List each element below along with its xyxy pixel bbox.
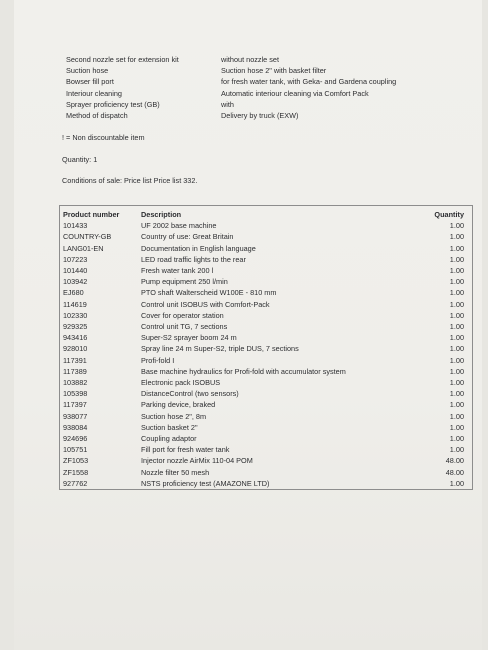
quantity-cell: 1.00 — [449, 288, 464, 298]
table-row — [60, 433, 472, 444]
configuration-list — [66, 54, 426, 121]
product-number-cell: ZF1558 — [63, 467, 89, 477]
config-value: for fresh water tank, with Geka- and Gardena coupling — [221, 77, 397, 87]
quantity-cell: 1.00 — [449, 422, 464, 432]
config-value: without nozzle set — [221, 55, 280, 64]
quantity-cell: 1.00 — [449, 478, 464, 488]
table-row — [60, 287, 472, 298]
table-row — [60, 399, 472, 410]
table-body — [60, 220, 472, 489]
table-row — [60, 220, 472, 231]
table-row — [60, 332, 472, 343]
quantity-cell: 1.00 — [449, 355, 464, 365]
table-row — [60, 388, 472, 399]
description-cell: UF 2002 base machine — [141, 221, 217, 231]
product-number-cell: 117389 — [63, 366, 87, 376]
conditions-of-sale: Conditions of sale: Price list Price list 332. — [62, 176, 198, 185]
table-row — [60, 299, 472, 310]
product-number-cell: 102330 — [63, 310, 88, 320]
description-cell: Coupling adaptor — [141, 434, 197, 444]
config-key: Second nozzle set for extension kit — [66, 55, 179, 64]
config-row — [66, 65, 426, 76]
config-value: Delivery by truck (EXW) — [221, 111, 299, 121]
table-row — [60, 321, 472, 332]
description-cell: Electronic pack ISOBUS — [141, 378, 221, 388]
product-number-cell: COUNTRY-GB — [63, 232, 112, 242]
product-number-cell: 924696 — [63, 434, 88, 444]
table-row — [60, 310, 472, 321]
product-number-cell: 938084 — [63, 422, 88, 432]
quantity-cell: 1.00 — [449, 434, 464, 444]
description-cell: Suction basket 2" — [141, 422, 198, 432]
header-product-number: Product number — [63, 210, 120, 219]
description-cell: Nozzle filter 50 mesh — [141, 467, 210, 477]
table-row — [60, 377, 472, 388]
description-cell: PTO shaft Walterscheid W100E - 810 mm — [141, 288, 277, 298]
description-cell: Fill port for fresh water tank — [141, 445, 230, 455]
quantity-note: Quantity: 1 — [62, 155, 98, 164]
table-row — [60, 231, 472, 242]
description-cell: Suction hose 2", 8m — [141, 411, 207, 421]
items-table — [60, 209, 472, 489]
table-row — [60, 254, 472, 265]
table-row — [60, 455, 472, 466]
table-row — [60, 411, 472, 422]
quantity-cell: 48.00 — [445, 467, 464, 477]
product-number-cell: 107223 — [63, 254, 88, 264]
header-quantity: Quantity — [434, 210, 464, 219]
table-row — [60, 265, 472, 276]
description-cell: Control unit ISOBUS with Comfort-Pack — [141, 299, 270, 309]
config-value: Suction hose 2" with basket filter — [221, 66, 327, 76]
quantity-cell: 1.00 — [449, 310, 464, 320]
table-row — [60, 444, 472, 455]
description-cell: Control unit TG, 7 sections — [141, 322, 228, 332]
config-key: Interiour cleaning — [66, 88, 122, 98]
product-number-cell: 114619 — [63, 299, 87, 309]
quantity-cell: 1.00 — [449, 344, 464, 354]
table-row — [60, 467, 472, 478]
quantity-cell: 1.00 — [449, 266, 464, 276]
product-number-cell: 105751 — [63, 445, 88, 455]
quantity-cell: 1.00 — [449, 254, 464, 264]
product-number-cell: 101433 — [63, 221, 88, 231]
table-row — [60, 366, 472, 377]
header-description: Description — [141, 210, 182, 219]
quantity-cell: 1.00 — [449, 221, 464, 231]
quantity-cell: 1.00 — [449, 232, 464, 242]
config-key: Bowser fill port — [66, 77, 114, 87]
config-row — [66, 76, 426, 87]
config-row — [66, 99, 426, 110]
product-number-cell: 103882 — [63, 378, 88, 388]
table-row — [60, 478, 472, 489]
description-cell: Country of use: Great Britain — [141, 232, 234, 242]
quantity-cell: 1.00 — [449, 445, 464, 455]
description-cell: LED road traffic lights to the rear — [141, 254, 246, 264]
product-number-cell: 117397 — [63, 400, 87, 410]
product-number-cell: EJ680 — [63, 288, 84, 298]
product-number-cell: ZF1053 — [63, 456, 89, 466]
description-cell: Profi-fold I — [141, 355, 175, 365]
description-cell: Super-S2 sprayer boom 24 m — [141, 333, 237, 343]
table-row — [60, 355, 472, 366]
quantity-cell: 1.00 — [449, 322, 464, 332]
config-row — [66, 88, 426, 99]
quantity-cell: 1.00 — [449, 378, 464, 388]
table-row — [60, 343, 472, 354]
quantity-cell: 1.00 — [449, 411, 464, 421]
description-cell: Documentation in English language — [141, 243, 256, 253]
quantity-cell: 1.00 — [449, 243, 464, 253]
product-number-cell: 105398 — [63, 389, 88, 399]
product-number-cell: 103942 — [63, 277, 88, 287]
quantity-cell: 1.00 — [449, 299, 464, 309]
product-number-cell: LANG01-EN — [63, 243, 104, 253]
config-key: Sprayer proficiency test (GB) — [66, 99, 160, 109]
table-row — [60, 422, 472, 433]
non-discountable-note: ! = Non discountable item — [62, 133, 145, 142]
config-row — [66, 54, 426, 65]
description-cell: Parking device, braked — [141, 400, 216, 410]
quantity-cell: 48.00 — [445, 456, 464, 466]
quantity-cell: 1.00 — [449, 389, 464, 399]
description-cell: Base machine hydraulics for Profi-fold with accumulator system — [141, 366, 346, 376]
description-cell: DistanceControl (two sensors) — [141, 389, 239, 399]
product-number-cell: 929325 — [63, 322, 88, 332]
description-cell: Fresh water tank 200 l — [141, 266, 214, 276]
product-number-cell: 943416 — [63, 333, 88, 343]
description-cell: Pump equipment 250 l/min — [141, 277, 228, 287]
config-value: with — [221, 99, 234, 109]
description-cell: Injector nozzle AirMix 110-04 POM — [141, 456, 253, 466]
quantity-cell: 1.00 — [449, 333, 464, 343]
product-number-cell: 927762 — [63, 478, 88, 488]
document-page — [14, 0, 482, 650]
config-value: Automatic interiour cleaning via Comfort Pack — [221, 88, 369, 98]
table-row — [60, 243, 472, 254]
description-cell: Cover for operator station — [141, 310, 224, 320]
config-key: Method of dispatch — [66, 111, 128, 121]
config-key: Suction hose — [66, 66, 109, 76]
quantity-cell: 1.00 — [449, 366, 464, 376]
product-number-cell: 101440 — [63, 266, 88, 276]
quantity-cell: 1.00 — [449, 400, 464, 410]
product-number-cell: 928010 — [63, 344, 88, 354]
description-cell: Spray line 24 m Super-S2, triple DUS, 7 sections — [141, 344, 299, 354]
config-row — [66, 110, 426, 121]
table-header-row — [60, 209, 472, 220]
quantity-cell: 1.00 — [449, 277, 464, 287]
product-number-cell: 117391 — [63, 355, 87, 365]
product-number-cell: 938077 — [63, 411, 88, 421]
description-cell: NSTS proficiency test (AMAZONE LTD) — [141, 478, 270, 488]
items-table-box — [59, 205, 473, 490]
table-row — [60, 276, 472, 287]
